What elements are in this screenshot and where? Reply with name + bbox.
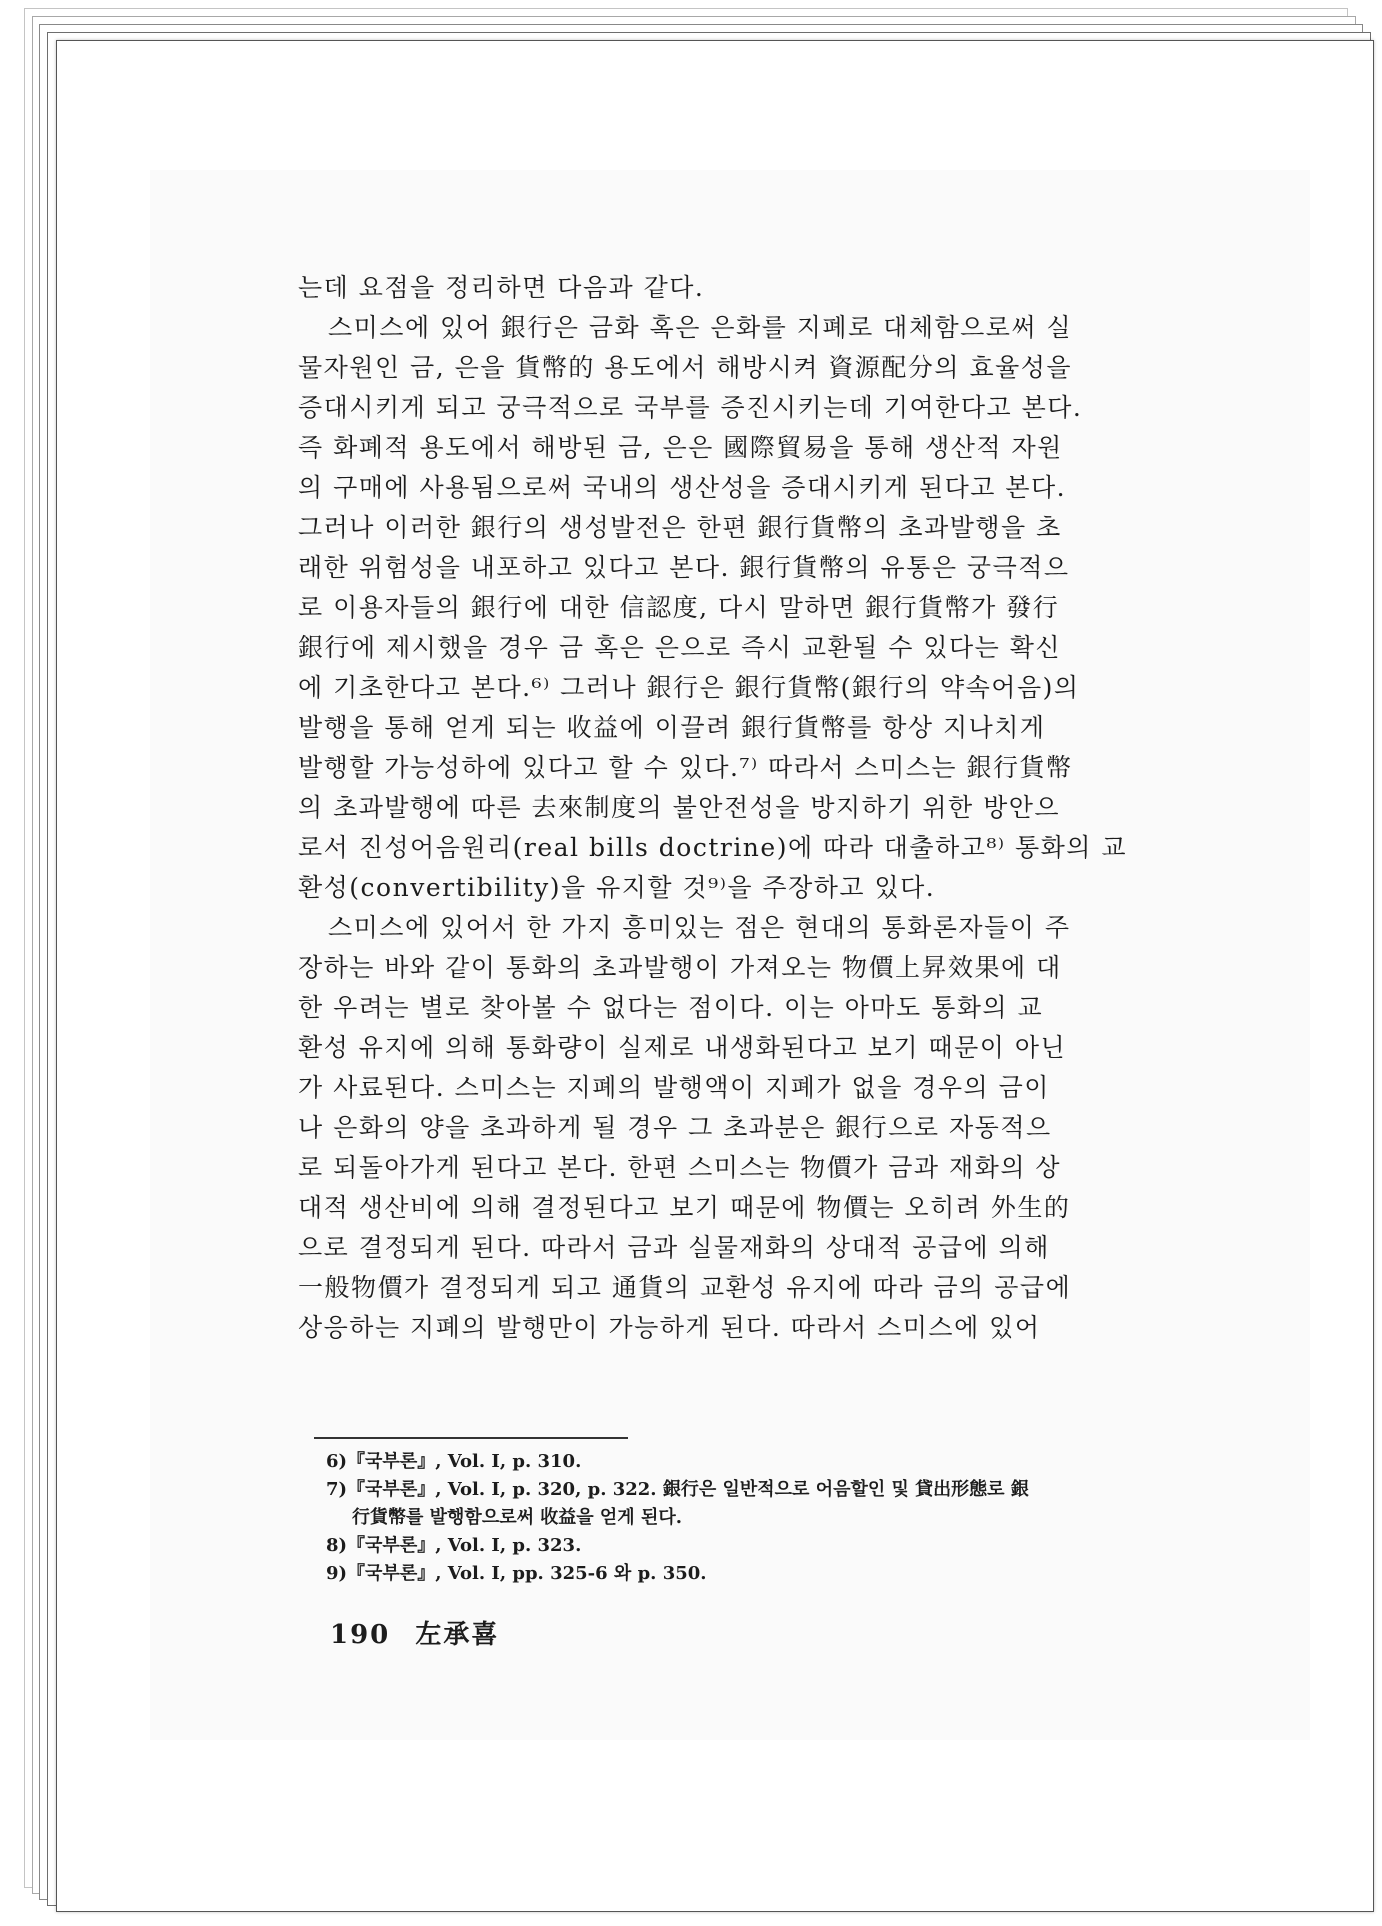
body-line: 의 초과발행에 따른 去來制度의 불안전성을 방지하기 위한 방안으 [298, 793, 1061, 822]
body-line: 로서 진성어음원리(real bills doctrine)에 따라 대출하고⁸⁾ 통화의 교 [298, 833, 1128, 862]
footnote-line: 行貨幣를 발행함으로써 收益을 얻게 된다. [352, 1507, 682, 1528]
body-line: 증대시키게 되고 궁극적으로 국부를 증진시키는데 기여한다고 본다. [298, 393, 1083, 422]
footnote-line: 8)『국부론』, Vol. I, p. 323. [326, 1535, 582, 1556]
body-line: 에 기초한다고 본다.⁶⁾ 그러나 銀行은 銀行貨幣(銀行의 약속어음)의 [298, 673, 1080, 702]
body-line: 한 우려는 별로 찾아볼 수 없다는 점이다. 이는 아마도 통화의 교 [298, 993, 1044, 1022]
body-line: 가 사료된다. 스미스는 지폐의 발행액이 지폐가 없을 경우의 금이 [298, 1073, 1050, 1102]
body-line: 의 구매에 사용됨으로써 국내의 생산성을 증대시키게 된다고 본다. [298, 473, 1067, 502]
body-line: 즉 화폐적 용도에서 해방된 금, 은은 國際貿易을 통해 생산적 자원 [298, 433, 1063, 462]
body-line: 로 되돌아가게 된다고 본다. 한편 스미스는 物價가 금과 재화의 상 [298, 1153, 1062, 1182]
page-number: 190 [330, 1620, 391, 1650]
footnote-line: 6)『국부론』, Vol. I, p. 310. [326, 1451, 582, 1472]
body-line: 장하는 바와 같이 통화의 초과발행이 가져오는 物價上昇效果에 대 [298, 953, 1062, 982]
footnotes [326, 1448, 1236, 1588]
body-line: 나 은화의 양을 초과하게 될 경우 그 초과분은 銀行으로 자동적으 [298, 1113, 1052, 1142]
body-line: 환성 유지에 의해 통화량이 실제로 내생화된다고 보기 때문이 아닌 [298, 1033, 1067, 1062]
body-line: 스미스에 있어 銀行은 금화 혹은 은화를 지폐로 대체함으로써 실 [328, 313, 1073, 342]
footnote-line: 7)『국부론』, Vol. I, p. 320, p. 322. 銀行은 일반적으로 어음할인 및 貸出形態로 銀 [326, 1479, 1029, 1500]
footnote-rule [314, 1437, 628, 1439]
body-text [298, 268, 1236, 1348]
body-line: 스미스에 있어서 한 가지 흥미있는 점은 현대의 통화론자들이 주 [328, 913, 1071, 942]
body-line: 대적 생산비에 의해 결정된다고 보기 때문에 物價는 오히려 外生的 [298, 1193, 1071, 1222]
body-line: 발행할 가능성하에 있다고 할 수 있다.⁷⁾ 따라서 스미스는 銀行貨幣 [298, 753, 1073, 782]
body-line: 발행을 통해 얻게 되는 收益에 이끌려 銀行貨幣를 항상 지나치게 [298, 713, 1046, 742]
page-footer [330, 1614, 513, 1651]
body-line: 상응하는 지폐의 발행만이 가능하게 된다. 따라서 스미스에 있어 [298, 1313, 1041, 1342]
body-line: 환성(convertibility)을 유지할 것⁹⁾을 주장하고 있다. [298, 873, 936, 902]
body-line: 一般物價가 결정되게 되고 通貨의 교환성 유지에 따라 금의 공급에 [298, 1273, 1072, 1302]
footnote-line: 9)『국부론』, Vol. I, pp. 325-6 와 p. 350. [326, 1563, 707, 1584]
body-line: 래한 위험성을 내포하고 있다고 본다. 銀行貨幣의 유통은 궁극적으 [298, 553, 1070, 582]
author-name: 左承喜 [415, 1620, 500, 1650]
body-line: 銀行에 제시했을 경우 금 혹은 은으로 즉시 교환될 수 있다는 확신 [298, 633, 1062, 662]
body-line: 그러나 이러한 銀行의 생성발전은 한편 銀行貨幣의 초과발행을 초 [298, 513, 1062, 542]
body-line: 는데 요점을 정리하면 다음과 같다. [298, 273, 705, 302]
body-line: 으로 결정되게 된다. 따라서 금과 실물재화의 상대적 공급에 의해 [298, 1233, 1050, 1262]
body-line: 물자원인 금, 은을 貨幣的 용도에서 해방시켜 資源配分의 효율성을 [298, 353, 1073, 382]
body-line: 로 이용자들의 銀行에 대한 信認度, 다시 말하면 銀行貨幣가 發行 [298, 593, 1060, 622]
